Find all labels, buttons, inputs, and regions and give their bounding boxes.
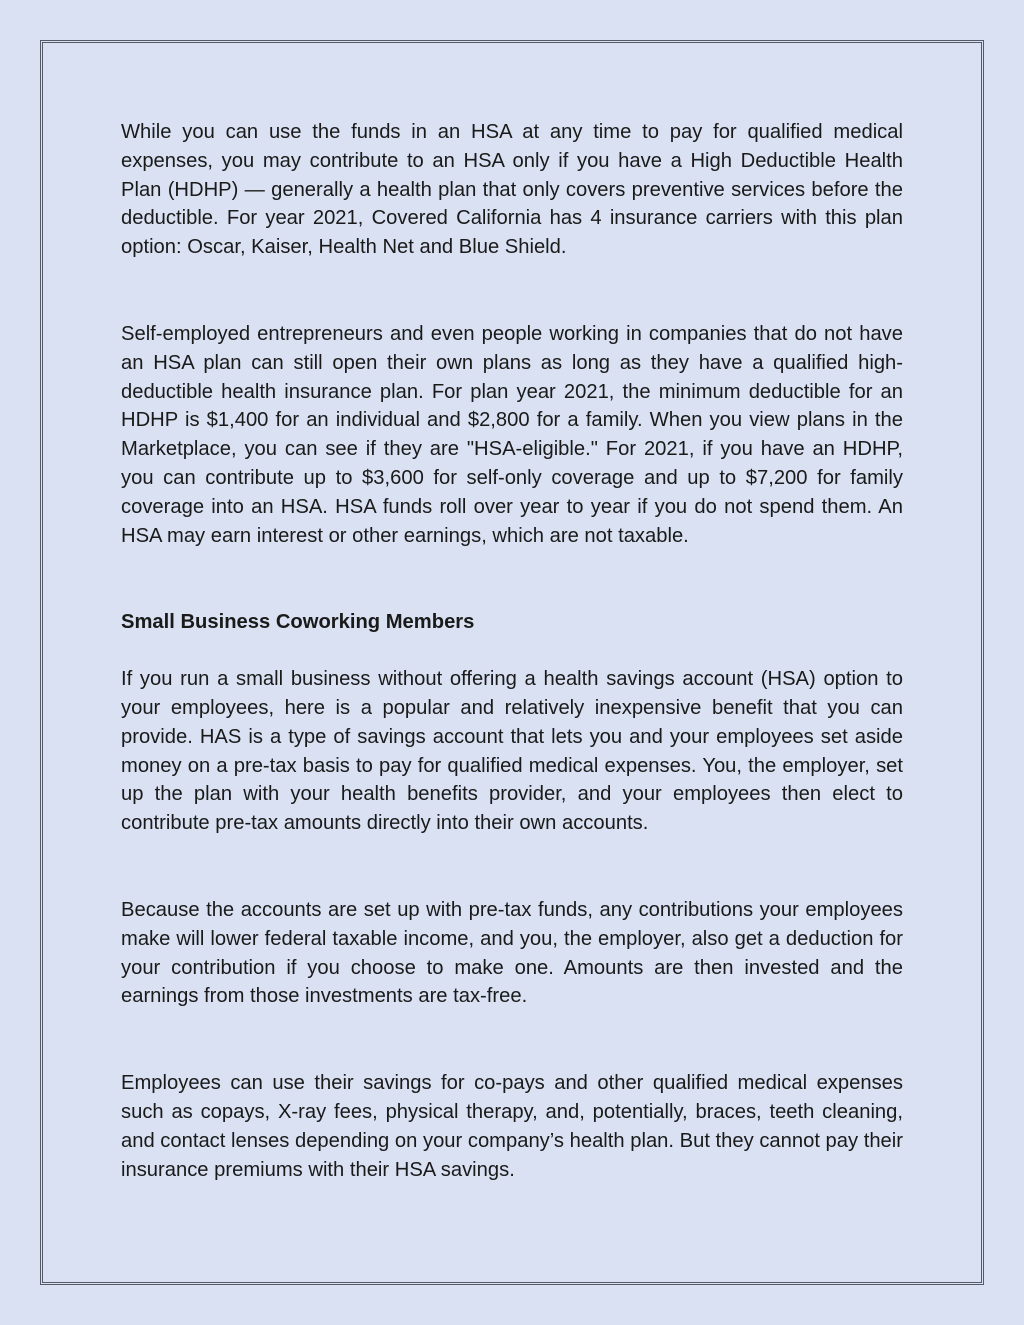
- paragraph-small-business: If you run a small business without offering a health savings account (HSA) option to your employees, here is a popular and relatively inexpensive benefit that you can provide. HAS is a type of savings account that lets you and your employees set aside money on a pre-tax basis to pay for qualified medical expenses. You, the employer, set up the plan with your health benefits provider, and your employees then elect to contribute pre-tax amounts directly into their own accounts.: [121, 668, 903, 835]
- document-body: [121, 118, 903, 1184]
- section-heading: Small Business Coworking Members: [121, 611, 475, 634]
- paragraph-self-employed: Self-employed entrepreneurs and even people working in companies that do not have an HSA plan can still open their own plans as long as they have a qualified high-deductible health insurance plan. For plan year 2021, the minimum deductible for an HDHP is $1,400 for an individual and $2,800 for a family. When you view plans in the Marketplace, you can see if they are "HSA-eligible." For 2021, if you have an HDHP, you can contribute up to $3,600 for self-only coverage and up to $7,200 for family coverage into an HSA. HSA funds roll over year to year if you do not spend them. An HSA may earn interest or other earnings, which are not taxable.: [121, 322, 903, 547]
- paragraph-pre-tax-funds: Because the accounts are set up with pre-tax funds, any contributions your employees make will lower federal taxable income, and you, the employer, also get a deduction for your contribution if you choose to make one. Amounts are then invested and the earnings from those investments are tax-free.: [121, 898, 903, 1008]
- paragraph-employee-savings: Employees can use their savings for co-pays and other qualified medical expenses such as copays, X-ray fees, physical therapy, and, potentially, braces, teeth cleaning, and contact lenses depending on your company’s health plan. But they cannot pay their insurance premiums with their HSA savings.: [121, 1072, 903, 1181]
- paragraph-hsa-usage: While you can use the funds in an HSA at any time to pay for qualified medical expenses, you may contribute to an HSA only if you have a High Deductible Health Plan (HDHP) — generally a health plan that only covers preventive services before the deductible. For year 2021, Covered California has 4 insurance carriers with this plan option: Oscar, Kaiser, Health Net and Blue Shield.: [121, 121, 903, 259]
